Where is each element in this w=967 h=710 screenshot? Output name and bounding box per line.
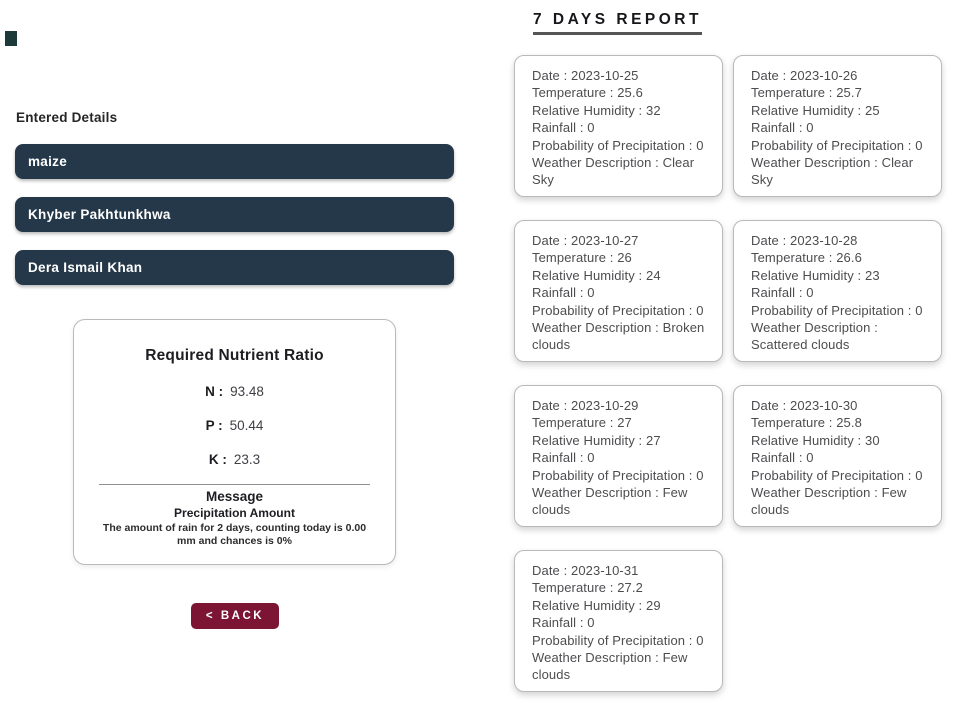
report-title-wrap xyxy=(533,11,702,35)
field-value: 0 xyxy=(587,615,595,631)
nutrient-label: K : xyxy=(208,452,227,467)
field-weather xyxy=(532,649,705,684)
field-label: Weather Description : xyxy=(532,485,663,501)
field-humidity xyxy=(532,432,705,449)
message-text: The amount of rain for 2 days, counting today is 0.00 mm and chances is 0% xyxy=(102,522,367,547)
field-value: 26.6 xyxy=(836,250,862,266)
nutrient-label: P : xyxy=(205,418,223,433)
field-label: Probability of Precipitation : xyxy=(751,137,916,153)
field-label: Relative Humidity : xyxy=(751,102,865,118)
detail-item-district[interactable] xyxy=(15,250,454,285)
field-date xyxy=(751,397,924,414)
field-value: 27 xyxy=(617,415,632,431)
field-temperature xyxy=(532,579,705,596)
field-date xyxy=(751,67,924,84)
field-label: Relative Humidity : xyxy=(532,597,646,613)
field-temperature xyxy=(532,84,705,101)
field-pop xyxy=(532,302,705,319)
weather-card-2 xyxy=(733,55,942,197)
field-rainfall xyxy=(751,449,924,466)
field-value: 27.2 xyxy=(617,580,643,596)
field-value: 0 xyxy=(587,450,595,466)
field-pop xyxy=(751,302,924,319)
field-value: 2023-10-25 xyxy=(571,68,639,83)
field-value: 27 xyxy=(645,432,661,448)
field-label: Date : xyxy=(532,68,571,83)
nutrient-row-p xyxy=(74,418,395,433)
field-value: 24 xyxy=(645,267,661,283)
nutrient-label: N : xyxy=(205,384,224,399)
field-label: Probability of Precipitation : xyxy=(532,632,697,648)
nutrient-value: 50.44 xyxy=(229,418,264,433)
field-temperature xyxy=(532,249,705,266)
field-date xyxy=(532,67,705,84)
field-value: 0 xyxy=(806,450,814,466)
field-label: Weather Description : xyxy=(532,650,663,666)
field-label: Date : xyxy=(751,68,790,83)
detail-item-label: Dera Ismail Khan xyxy=(28,260,143,275)
field-value: 0 xyxy=(806,120,814,136)
entered-details-list xyxy=(15,144,454,303)
detail-item-label: maize xyxy=(28,154,68,169)
field-label: Rainfall : xyxy=(751,450,807,466)
field-label: Probability of Precipitation : xyxy=(751,467,916,483)
field-label: Relative Humidity : xyxy=(532,267,646,283)
field-label: Temperature : xyxy=(532,85,618,101)
field-rainfall xyxy=(751,119,924,136)
field-value: Few clouds xyxy=(751,485,907,518)
field-humidity xyxy=(532,267,705,284)
nutrient-ratio-card xyxy=(73,319,396,565)
field-value: 23 xyxy=(864,267,880,283)
field-value: Clear Sky xyxy=(532,155,695,188)
field-value: 30 xyxy=(864,432,880,448)
field-value: 0 xyxy=(696,467,704,483)
weather-card-3 xyxy=(514,220,723,362)
entered-details-heading: Entered Details xyxy=(16,110,118,125)
field-label: Temperature : xyxy=(751,85,837,101)
field-label: Temperature : xyxy=(751,415,837,431)
field-pop xyxy=(532,137,705,154)
detail-item-label: Khyber Pakhtunkhwa xyxy=(28,207,171,222)
field-label: Temperature : xyxy=(751,250,837,266)
field-humidity xyxy=(751,102,924,119)
field-weather xyxy=(751,484,924,519)
field-humidity xyxy=(751,432,924,449)
field-label: Relative Humidity : xyxy=(751,432,865,448)
field-rainfall xyxy=(532,119,705,136)
field-value: Scattered clouds xyxy=(751,337,850,353)
field-label: Relative Humidity : xyxy=(532,102,646,118)
card-divider xyxy=(99,484,370,485)
nutrient-value: 23.3 xyxy=(233,452,261,467)
field-temperature xyxy=(751,414,924,431)
detail-item-province[interactable] xyxy=(15,197,454,232)
nutrient-card-title: Required Nutrient Ratio xyxy=(145,347,324,364)
report-title: 7 DAYS REPORT xyxy=(533,11,702,35)
field-value: 25.7 xyxy=(836,85,862,101)
field-label: Rainfall : xyxy=(532,615,588,631)
back-button[interactable]: < BACK xyxy=(191,603,279,629)
field-label: Date : xyxy=(751,233,790,248)
field-value: 0 xyxy=(915,137,923,153)
field-date xyxy=(532,562,705,579)
nutrient-value: 93.48 xyxy=(230,384,264,399)
message-subheading: Precipitation Amount xyxy=(174,506,295,520)
field-temperature xyxy=(751,84,924,101)
message-heading: Message xyxy=(205,489,264,504)
field-label: Weather Description : xyxy=(751,320,878,336)
field-value: 2023-10-28 xyxy=(790,233,858,248)
field-humidity xyxy=(532,102,705,119)
detail-item-crop[interactable] xyxy=(15,144,454,179)
field-label: Weather Description : xyxy=(532,155,663,171)
weather-card-4 xyxy=(733,220,942,362)
field-weather xyxy=(751,154,924,189)
field-temperature xyxy=(751,249,924,266)
report-grid xyxy=(514,55,942,692)
field-label: Probability of Precipitation : xyxy=(751,302,916,318)
field-label: Rainfall : xyxy=(532,120,588,136)
nutrient-row-k xyxy=(74,452,395,467)
field-label: Rainfall : xyxy=(532,450,588,466)
field-label: Temperature : xyxy=(532,415,618,431)
field-label: Probability of Precipitation : xyxy=(532,467,697,483)
field-rainfall xyxy=(532,449,705,466)
field-value: Clear Sky xyxy=(751,155,914,188)
nutrient-row-n xyxy=(74,384,395,399)
field-value: Few clouds xyxy=(532,650,688,683)
field-label: Rainfall : xyxy=(751,120,807,136)
field-value: 29 xyxy=(645,597,661,613)
weather-card-6 xyxy=(733,385,942,527)
field-value: 0 xyxy=(696,302,704,318)
field-value: 2023-10-30 xyxy=(790,398,858,413)
field-label: Weather Description : xyxy=(532,320,663,336)
field-weather xyxy=(532,154,705,189)
field-label: Relative Humidity : xyxy=(751,267,865,283)
field-value: 26 xyxy=(617,250,632,266)
field-value: Few clouds xyxy=(532,485,688,518)
field-value: Broken clouds xyxy=(532,320,705,353)
field-rainfall xyxy=(532,614,705,631)
field-value: 25.6 xyxy=(617,85,643,101)
field-label: Temperature : xyxy=(532,580,618,596)
field-humidity xyxy=(532,597,705,614)
field-temperature xyxy=(532,414,705,431)
corner-square xyxy=(5,31,17,46)
field-label: Date : xyxy=(751,398,790,413)
field-weather xyxy=(532,319,705,354)
field-label: Rainfall : xyxy=(751,285,807,301)
field-humidity xyxy=(751,267,924,284)
field-value: 2023-10-26 xyxy=(790,68,858,83)
field-rainfall xyxy=(532,284,705,301)
field-pop xyxy=(532,632,705,649)
field-rainfall xyxy=(751,284,924,301)
field-value: 25 xyxy=(864,102,880,118)
field-value: 2023-10-27 xyxy=(571,233,639,248)
field-label: Date : xyxy=(532,563,571,578)
field-label: Probability of Precipitation : xyxy=(532,137,697,153)
field-label: Date : xyxy=(532,233,571,248)
field-value: 32 xyxy=(645,102,661,118)
field-value: 0 xyxy=(587,285,595,301)
field-label: Weather Description : xyxy=(751,485,882,501)
field-label: Date : xyxy=(532,398,571,413)
field-pop xyxy=(751,137,924,154)
field-date xyxy=(751,232,924,249)
field-value: 0 xyxy=(915,467,923,483)
field-label: Probability of Precipitation : xyxy=(532,302,697,318)
field-value: 0 xyxy=(806,285,814,301)
field-value: 0 xyxy=(915,302,923,318)
field-label: Relative Humidity : xyxy=(532,432,646,448)
weather-card-7 xyxy=(514,550,723,692)
field-pop xyxy=(532,467,705,484)
field-weather xyxy=(532,484,705,519)
field-label: Rainfall : xyxy=(532,285,588,301)
field-pop xyxy=(751,467,924,484)
field-value: 2023-10-29 xyxy=(571,398,639,413)
field-value: 25.8 xyxy=(836,415,862,431)
weather-card-5 xyxy=(514,385,723,527)
field-label: Weather Description : xyxy=(751,155,882,171)
field-value: 0 xyxy=(587,120,595,136)
field-value: 0 xyxy=(696,137,704,153)
field-date xyxy=(532,397,705,414)
weather-card-1 xyxy=(514,55,723,197)
field-date xyxy=(532,232,705,249)
field-value: 2023-10-31 xyxy=(571,563,639,578)
field-label: Temperature : xyxy=(532,250,618,266)
field-value: 0 xyxy=(696,632,704,648)
field-weather xyxy=(751,319,924,354)
